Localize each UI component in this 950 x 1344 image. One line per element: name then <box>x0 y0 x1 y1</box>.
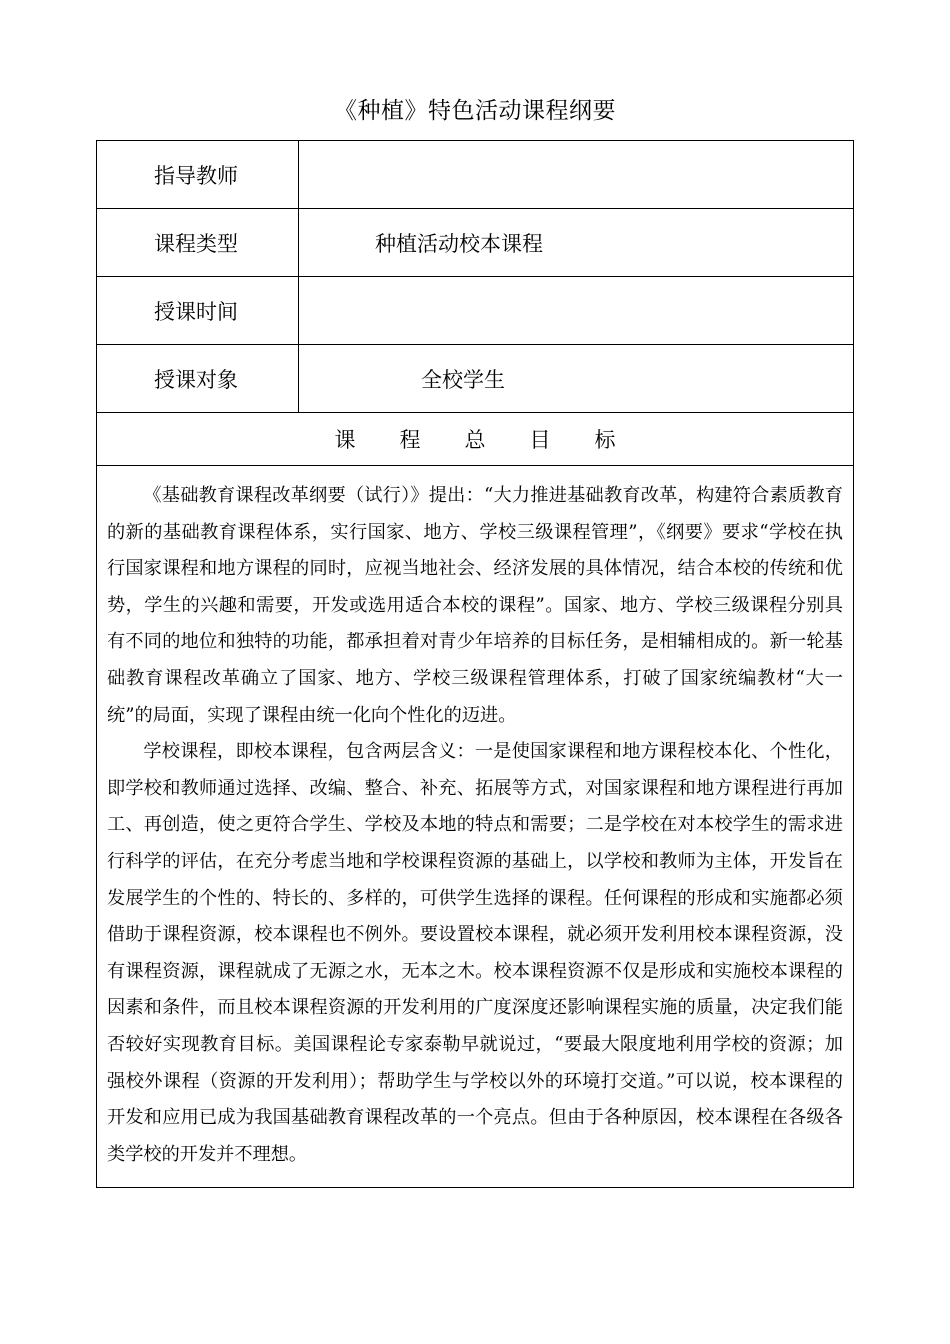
section-heading: 课程总目标 <box>334 428 660 452</box>
syllabus-table <box>96 140 854 1188</box>
schedule-value <box>299 277 854 345</box>
table-row-schedule <box>97 277 854 345</box>
table-row-body <box>97 466 854 1188</box>
table-row-section-heading <box>97 413 854 466</box>
table-row-instructor <box>97 141 854 209</box>
body-paragraph-2: 学校课程，即校本课程，包含两层含义：一是使国家课程和地方课程校本化、个性化，即学校和教师通过选择、改编、整合、补充、拓展等方式，对国家课程和地方课程进行再加工、再创造，使之更符合学生、学校及本地的特点和需要；二是学校在对本校学生的需求进行科学的评估，在充分考虑当地和学校课程资源的基础上，以学校和教师为主体，开发旨在发展学生的个性的、特长的、多样的，可供学生选择的课程。任何课程的形成和实施都必须借助于课程资源，校本课程也不例外。要设置校本课程，就必须开发利用校本课程资源，没有课程资源，课程就成了无源之水，无本之木。校本课程资源不仅是形成和实施校本课程的因素和条件，而且校本课程资源的开发利用的广度深度还影响课程实施的质量，决定我们能否较好实现教育目标。美国课程论专家泰勒早就说过，“要最大限度地利用学校的资源；加强校外课程（资源的开发利用）；帮助学生与学校以外的环境打交道。”可以说，校本课程的开发和应用已成为我国基础教育课程改革的一个亮点。但由于各种原因，校本课程在各级各类学校的开发并不理想。 <box>107 741 843 1165</box>
schedule-label: 授课时间 <box>97 277 299 345</box>
instructor-value <box>299 141 854 209</box>
page-title: 《种植》特色活动课程纲要 <box>334 98 616 124</box>
audience-label: 授课对象 <box>97 345 299 413</box>
body-cell <box>97 466 854 1188</box>
instructor-label: 指导教师 <box>97 141 299 209</box>
course-type-label: 课程类型 <box>97 209 299 277</box>
table-row-audience <box>97 345 854 413</box>
table-row-course-type <box>97 209 854 277</box>
audience-value: 全校学生 <box>299 345 854 413</box>
body-paragraph-1: 《基础教育课程改革纲要（试行）》提出：“大力推进基础教育改革，构建符合素质教育的新的基础教育课程体系，实行国家、地方、学校三级课程管理”，《纲要》要求“学校在执行国家课程和地方课程的同时，应视当地社会、经济发展的具体情况，结合本校的传统和优势，学生的兴趣和需要，开发或选用适合本校的课程”。国家、地方、学校三级课程分别具有不同的地位和独特的功能，都承担着对青少年培养的目标任务，是相辅相成的。新一轮基础教育课程改革确立了国家、地方、学校三级课程管理体系，打破了国家统编教材“大一统”的局面，实现了课程由统一化向个性化的迈进。 <box>107 485 843 726</box>
course-type-value: 种植活动校本课程 <box>299 209 854 277</box>
section-heading-cell <box>97 413 854 466</box>
